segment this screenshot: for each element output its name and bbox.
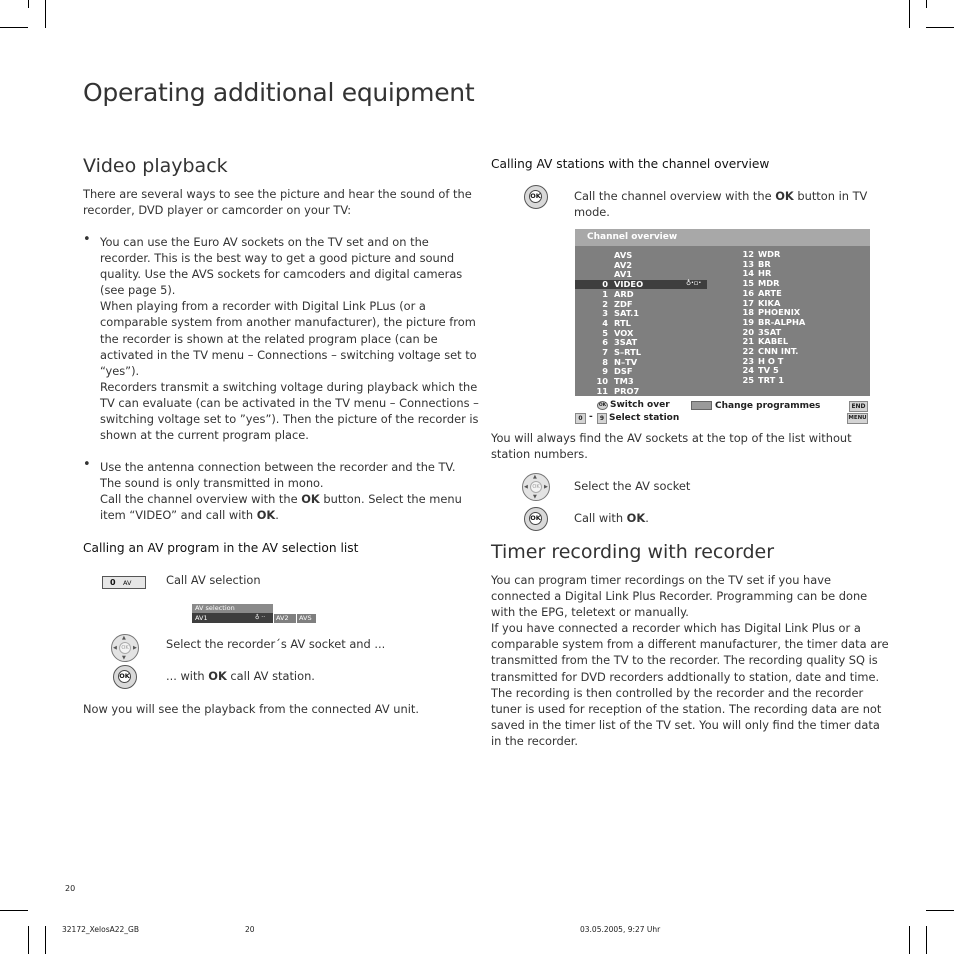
channel-name: RTL [614,317,631,328]
channel-name: N–TV [614,356,638,367]
channel-name: MDR [758,278,780,289]
crop-mark [926,910,954,911]
navigation-button-icon: ▲ ▼ ◀ ▶ OK [522,473,550,501]
channel-name: S–RTL [614,347,642,358]
channel-number: 1 [602,288,608,299]
page-number: 20 [65,884,76,893]
channel-name: PRO7 [614,385,640,396]
crop-mark [926,0,927,8]
timer-recording-text: You can program timer recordings on the TV set if you have connected a Digital Link Plus Recorder. Programming can be done with the EPG, teletext or manually. If you have connected a recorder which has Digital Link Plus or a comparable system from a different manufacturer, the timer data are transmitted from the TV to the recorder. The recording quality SQ is transmitted for DVD recorders addtionally to station, date and time. The recording is then controlled by the recorder and the recorder tuner is used for reception of the station. The recording data are not saved in the timer list of the TV set. You will only find the timer data in the recorder. [491,573,889,748]
channel-number: 21 [742,336,754,347]
channel-name: TRT 1 [758,375,784,386]
channel-number: 13 [742,258,754,269]
ok-key-icon: OK [598,403,607,408]
channel-number: 9 [602,366,608,377]
channel-name: ARD [614,288,634,299]
crop-mark [926,27,954,28]
channel-number: 20 [742,326,754,337]
channel-name: TV 5 [758,365,779,376]
crop-mark [909,926,910,954]
channel-name: 3SAT [758,326,782,337]
channel-name: KIKA [758,297,781,308]
step-call-with-ok: Call with OK. [574,511,649,525]
channel-number: 0 [602,279,608,290]
legend-change-programmes: Change programmes [715,401,821,411]
footer-file-name: 32172_XelosA22_GB [62,925,139,934]
channel-number: 23 [742,355,754,366]
channel-number: 16 [742,287,754,298]
channel-name: AVS [614,250,633,260]
legend-switch-over: Switch over [610,400,670,410]
av2-option: AV2 [274,614,296,623]
channel-number: 12 [742,249,754,259]
crop-mark [28,0,29,8]
end-key-icon: END [849,401,868,412]
legend-dash: - [589,412,593,422]
bullet-glyph: • [83,232,91,247]
channel-name: 3SAT [614,337,638,348]
crop-mark [909,0,910,28]
av-socket-icon: ♁ ·· [255,614,266,621]
channel-name: VIDEO [614,279,644,290]
step-call-channel-overview: Call the channel overview with the OK button in TV mode. [574,189,868,220]
channel-name: BR [758,258,771,269]
video-playback-heading: Video playback [83,155,228,177]
crop-mark [28,926,29,954]
key-0-icon: 0 [575,413,586,424]
channel-name: KABEL [758,336,789,347]
key-9-icon: 9 [597,413,607,424]
channel-name: WDR [758,249,781,259]
channel-number: 11 [596,385,608,396]
navigation-button-icon: ▲ ▼ ◀ ▶ OK [111,634,139,662]
crop-mark [45,926,46,954]
channel-name: CNN INT. [758,346,799,357]
osd-header: Channel overview [575,229,870,246]
av-selection-osd-header: AV selection [192,604,273,613]
av-socket-icon: ♁·▫· [686,279,702,287]
channel-overview-subheading: Calling AV stations with the channel overview [491,157,770,171]
channel-name: TM3 [614,376,634,387]
channel-name: H O T [758,355,784,366]
step-call-av-station: ... with OK call AV station. [166,669,315,683]
intro-paragraph: There are several ways to see the picture and hear the sound of the recorder, DVD player or camcorder on your TV: [83,187,472,218]
channel-number: 3 [602,308,608,319]
channel-number: 15 [742,278,754,289]
channel-name: AV1 [614,269,633,280]
channel-names-left [614,251,643,397]
channel-number: 2 [602,298,608,309]
channel-overview-osd [575,229,870,396]
step-call-av-selection: Call AV selection [166,573,261,587]
channel-number: 24 [742,365,754,376]
page-title: Operating additional equipment [83,78,475,107]
channel-number: 19 [742,316,754,327]
step-select-recorder-socket: Select the recorder´s AV socket and ... [166,637,386,651]
channel-names-right [758,250,805,386]
channel-number: 18 [742,307,754,318]
av-key-button: 0 AV [102,576,146,589]
channel-number: 8 [602,356,608,367]
ok-button-icon: OK [113,665,137,689]
channel-name: VOX [614,327,634,338]
crop-mark [0,910,28,911]
channel-numbers-right [738,250,754,386]
bullet-euro-av: You can use the Euro AV sockets on the TV set and on the recorder. This is the best way to get a good picture and sound quality. Use the AVS sockets for camcoders and digital cameras (see page 5). When playing from a recorder with Digital Link PLus (or a comparable system from another manufacturer), the picture from the recorder is shown at the related program place (can be activated in the TV menu – Connections – switching voltage set to “yes”). Recorders transmit a switching voltage during playback which the TV can evaluate (can be activated in the TV menu – Connections – switching voltage set to ”yes”). Then the picture of the recorder is shown at the current program place. [100,235,479,443]
channel-name: SAT.1 [614,308,640,319]
channel-number: 4 [602,317,608,328]
channel-name: AV2 [614,259,633,270]
av-selection-osd-row: AV1 ♁ ·· [192,613,273,623]
channel-number: 5 [602,327,608,338]
footer-page: 20 [245,925,255,934]
color-key-icon [691,401,712,410]
channel-name: ZDF [614,298,633,309]
timer-recording-heading: Timer recording with recorder [491,541,775,563]
legend-select-station: Select station [609,413,680,423]
bullet-antenna: Use the antenna connection between the recorder and the TV. The sound is only transmitted in mono. Call the channel overview with the OK button. Select the menu item “VIDEO” and call with OK. [100,460,462,523]
crop-mark [926,926,927,954]
channel-name: ARTE [758,287,782,298]
channel-numbers-left [592,251,608,397]
crop-mark [45,0,46,28]
ok-button-icon: OK [524,185,548,209]
channel-number: 10 [596,376,608,387]
closing-text: Now you will see the playback from the connected AV unit. [83,702,419,716]
avs-option: AVS [297,614,316,623]
channel-number: 17 [742,297,754,308]
channel-name: BR-ALPHA [758,316,806,327]
channel-number: 7 [602,347,608,358]
ok-button-icon: OK [524,507,548,531]
av-sockets-note: You will always find the AV sockets at the top of the list without station numbers. [491,431,852,462]
channel-number: 22 [742,346,754,357]
channel-number: 6 [602,337,608,348]
channel-name: DSF [614,366,633,377]
channel-number: 25 [742,375,754,386]
menu-key-icon: MENU [847,413,868,424]
channel-name: PHOENIX [758,307,801,318]
bullet-glyph: • [83,457,91,472]
step-select-av-socket: Select the AV socket [574,479,691,493]
crop-mark [0,27,28,28]
channel-number: 14 [742,268,754,279]
footer-date: 03.05.2005, 9:27 Uhr [580,925,661,934]
av-selection-subheading: Calling an AV program in the AV selection list [83,541,359,555]
channel-name: HR [758,268,772,279]
